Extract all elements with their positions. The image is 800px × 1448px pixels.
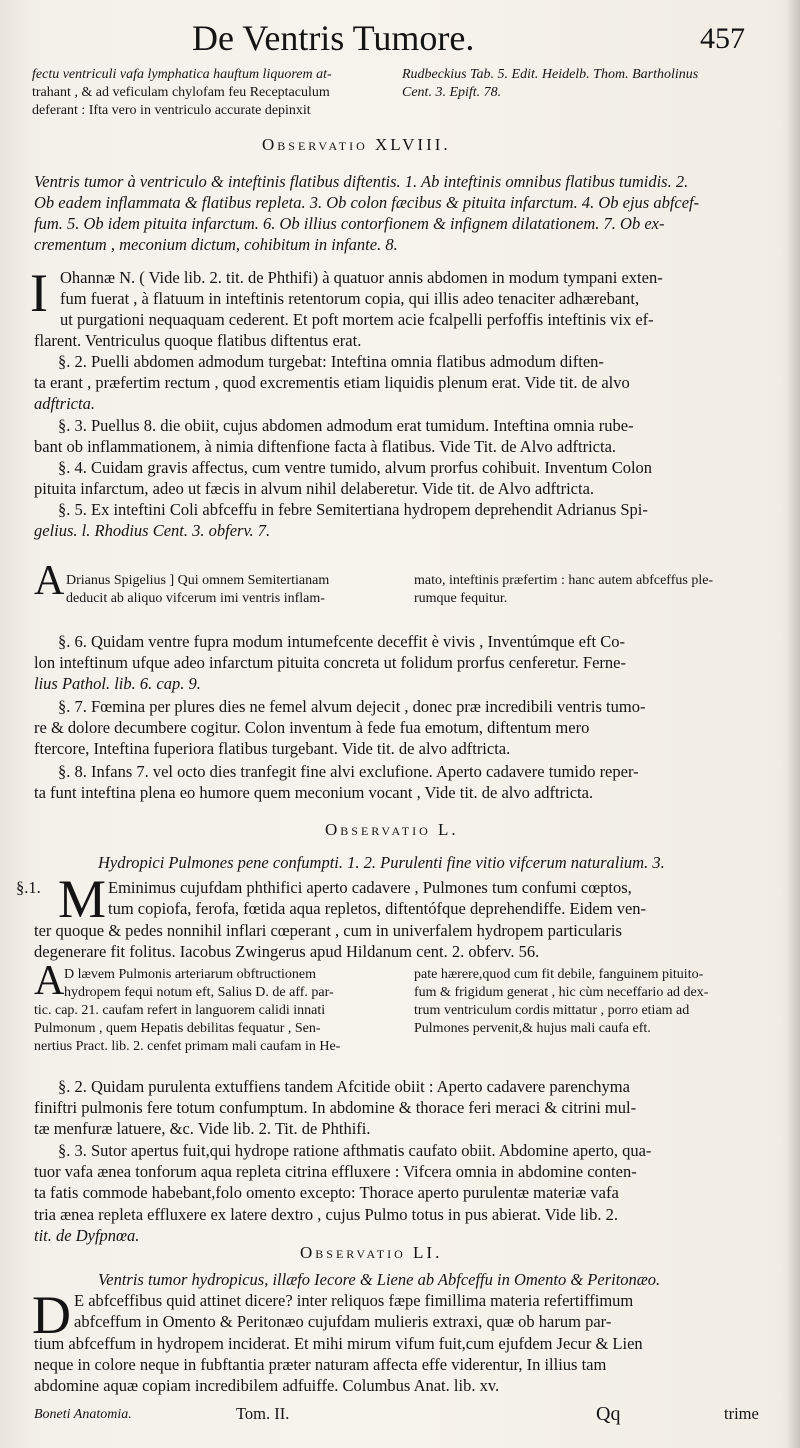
text-line: ta erant , præfertim rectum , quod excrementis etiam liquidis plenum erat. Vide tit. de alvo	[34, 373, 630, 392]
text-line: degenerare fit folitus. Iacobus Zwingerus apud Hildanum cent. 2. obferv. 56.	[34, 942, 540, 961]
text-line: Eminimus cujufdam phthifici aperto cadavere , Pulmones tum confumi cœptos,	[108, 878, 632, 897]
summary-line: Ob eadem inflammata & flatibus repleta. 3. Ob colon fæcibus & pituita infarctum. 4. Ob ejus abfcef-	[34, 193, 700, 212]
text-line: §. 6. Quidam ventre fupra modum intumefcente deceffit è vivis , Inventúmque eft Co-	[58, 632, 625, 651]
observation-heading: Observatio LI.	[300, 1243, 443, 1262]
text-line: bant ob inflammationem, à nimia diftenfione facta à flatibus. Vide Tit. de Alvo adftricta.	[34, 437, 617, 456]
text-line: Cent. 3. Epift. 78.	[402, 85, 502, 100]
signature-mark: Qq	[596, 1403, 621, 1425]
text-line: ut purgationi nequaquam cederent. Et poft mortem acie fcalpelli perfoffis inteftinis vix ef-	[60, 310, 654, 329]
note-line: nertius Pract. lib. 2. cenfet primam mali caufam in He-	[34, 1039, 341, 1054]
summary-line: fum. 5. Ob idem pituita infarctum. 6. Ob illius contorfionem & infignem dilatationem. 7. Ob ex-	[34, 214, 665, 233]
page-number: 457	[700, 22, 745, 55]
note-line: pate hærere,quod cum fit debile, fanguinem pituito-	[414, 967, 704, 982]
text-line: lius Pathol. lib. 6. cap. 9.	[34, 674, 201, 693]
note-line: fum & frigidum generat , hic cùm neceffario ad dex-	[414, 985, 709, 1000]
footer-book-title: Boneti Anatomia.	[34, 1407, 132, 1422]
note-line: Pulmones pervenit,& hujus mali caufa eft.	[414, 1021, 651, 1036]
summary-line: Ventris tumor à ventriculo & inteftinis flatibus diftentis. 1. Ab inteftinis omnibus flatibus tumidis. 2.	[34, 172, 689, 191]
text-line: §. 3. Puellus 8. die obiit, cujus abdomen admodum erat tumidum. Inteftina omnia rube-	[58, 416, 634, 435]
text-line: pituita infarctum, adeo ut fæcis in alvum nihil delaberetur. Vide tit. de Alvo adftricta.	[34, 479, 595, 498]
text-line: fum fuerat , à flatuum in inteftinis retentorum copia, qui illis adeo tenaciter adhærebant,	[60, 289, 640, 308]
text-line: gelius. l. Rhodius Cent. 3. obferv. 7.	[34, 521, 271, 540]
text-line: deferant : Ifta vero in ventriculo accurate depinxit	[32, 103, 311, 118]
note-line: D lævem Pulmonis arteriarum obftructionem	[64, 967, 316, 982]
text-line: §. 5. Ex inteftini Coli abfceffu in febre Semitertiana hydropem deprehendit Adrianus Spi-	[58, 500, 648, 519]
note-line: rumque fequitur.	[414, 591, 508, 606]
text-line: fectu ventriculi vafa lymphatica hauftum liquorem at-	[32, 67, 332, 82]
catchword: trime	[724, 1404, 759, 1423]
page-gutter-shadow	[786, 0, 800, 1448]
drop-cap: M	[58, 869, 107, 929]
text-line: trahant , & ad veficulam chylofam feu Receptaculum	[32, 85, 330, 100]
text-line: neque in colore neque in fubftantia præter naturam affecta effe viderentur, In illius tam	[34, 1355, 607, 1374]
observation-heading: Observatio XLVIII.	[262, 135, 451, 154]
text-line: tria ænea repleta effluxere ex latere dextro , cujus Pulmo totus in pus abierat. Vide lib. 2.	[34, 1205, 618, 1224]
text-line: ta funt inteftina plena eo humore quem meconium vocant , Vide tit. de alvo adftricta.	[34, 783, 594, 802]
summary-line: Ventris tumor hydropicus, illæfo Iecore & Liene ab Abfceffu in Omento & Peritonæo.	[98, 1270, 661, 1289]
note-line: tic. cap. 21. caufam refert in languorem calidi innati	[34, 1003, 326, 1018]
text-line: tum copiofa, ferofa, fœtida aqua repletos, diftentófque deprehendiffe. Eidem ven-	[108, 899, 647, 918]
note-line: Pulmonum , quem Hepatis debilitas fequatur , Sen-	[34, 1021, 321, 1036]
text-line: abdomine aquæ copiam incredibilem adfuiffe. Columbus Anat. lib. xv.	[34, 1376, 500, 1395]
text-line: flarent. Ventriculus quoque flatibus diftentus erat.	[34, 331, 362, 350]
text-line: Rudbeckius Tab. 5. Edit. Heidelb. Thom. Bartholinus	[402, 67, 699, 82]
text-line: tit. de Dyfpnœa.	[34, 1226, 140, 1245]
drop-cap: I	[30, 263, 48, 323]
drop-cap: A	[34, 558, 65, 604]
observation-heading: Observatio L.	[325, 820, 459, 839]
drop-cap: D	[32, 1285, 71, 1345]
note-line: deducit ab aliquo vifcerum imi ventris inflam-	[66, 591, 325, 606]
text-line: tæ menfuræ latuere, &c. Vide lib. 2. Tit. de Phthifi.	[34, 1119, 371, 1138]
text-line: §. 2. Puelli abdomen admodum turgebat: Inteftina omnia flatibus admodum diften-	[58, 352, 604, 371]
drop-cap: A	[34, 958, 65, 1004]
text-line: finiftri pulmonis fere totum confumptum. In abdomine & thorace feri meraci & citrini mul-	[34, 1098, 637, 1117]
text-line: §. 7. Fœmina per plures dies ne femel alvum dejecit , donec præ incredibili ventris tumo-	[58, 697, 646, 716]
running-title: De Ventris Tumore.	[192, 18, 475, 58]
text-line: Ohannæ N. ( Vide lib. 2. tit. de Phthifi) à quatuor annis abdomen in modum tympani exten-	[60, 268, 663, 287]
text-line: §. 2. Quidam purulenta extuffiens tandem Afcitide obiit : Aperto cadavere parenchyma	[58, 1077, 630, 1096]
text-line: ftercore, Inteftina fuperiora flatibus turgebant. Vide tit. de alvo adftricta.	[34, 739, 511, 758]
section-mark: §.1.	[16, 878, 41, 897]
text-line: E abfceffibus quid attinet dicere? inter reliquos fæpe fimillima materia refertiffimum	[74, 1291, 634, 1310]
summary-line: Hydropici Pulmones pene confumpti. 1. 2. Purulenti fine vitio vifcerum naturalium. 3.	[98, 853, 665, 872]
note-line: Drianus Spigelius ] Qui omnem Semitertianam	[66, 573, 330, 588]
text-line: tium abfceffum in hydropem inciderat. Et mihi mirum vifum fuit,cum ejufdem Jecur & Lien	[34, 1334, 643, 1353]
note-line: hydropem fequi notum eft, Salius D. de aff. par-	[64, 985, 334, 1000]
note-line: mato, inteftinis præfertim : hanc autem abfceffus ple-	[414, 573, 714, 588]
text-line: re & dolore decumbere cogitur. Colon inventum à fede fua emotum, diftentum mero	[34, 718, 590, 737]
text-line: §. 4. Cuidam gravis affectus, cum ventre tumido, alvum prorfus cohibuit. Inventum Colon	[58, 458, 653, 477]
text-line: ta fatis commode habebant,folo omento excepto: Thorace aperto purulentæ materiæ vafa	[34, 1183, 619, 1202]
text-line: §. 8. Infans 7. vel octo dies tranfegit fine alvi exclufione. Aperto cadavere tumido reper-	[58, 762, 639, 781]
text-line: lon inteftinum ufque adeo infarctum pituita concreta ut folidum prorfus cenferetur. Fernе-	[34, 653, 626, 672]
summary-line: crementum , meconium dictum, cohibitum in infante. 8.	[34, 235, 398, 254]
text-line: §. 3. Sutor apertus fuit,qui hydrope ratione afthmatis caufato obiit. Abdomine aperto, qua-	[58, 1141, 652, 1160]
text-line: adftricta.	[34, 394, 95, 413]
text-line: ter quoque & pedes nonnihil inflari cœperant , cum in univerfalem hydropem particularis	[34, 921, 622, 940]
text-line: abfceffum in Omento & Peritonæo cujufdam mulieris extraxi, quæ ob harum par-	[74, 1312, 612, 1331]
footer-volume: Tom. II.	[236, 1404, 290, 1423]
text-line: tuor vafa ænea tonforum aqua repleta citrina effluxere : Vifcera omnia in abdomine conten-	[34, 1162, 637, 1181]
note-line: trum ventriculum cordis mittatur , porro etiam ad	[414, 1003, 690, 1018]
